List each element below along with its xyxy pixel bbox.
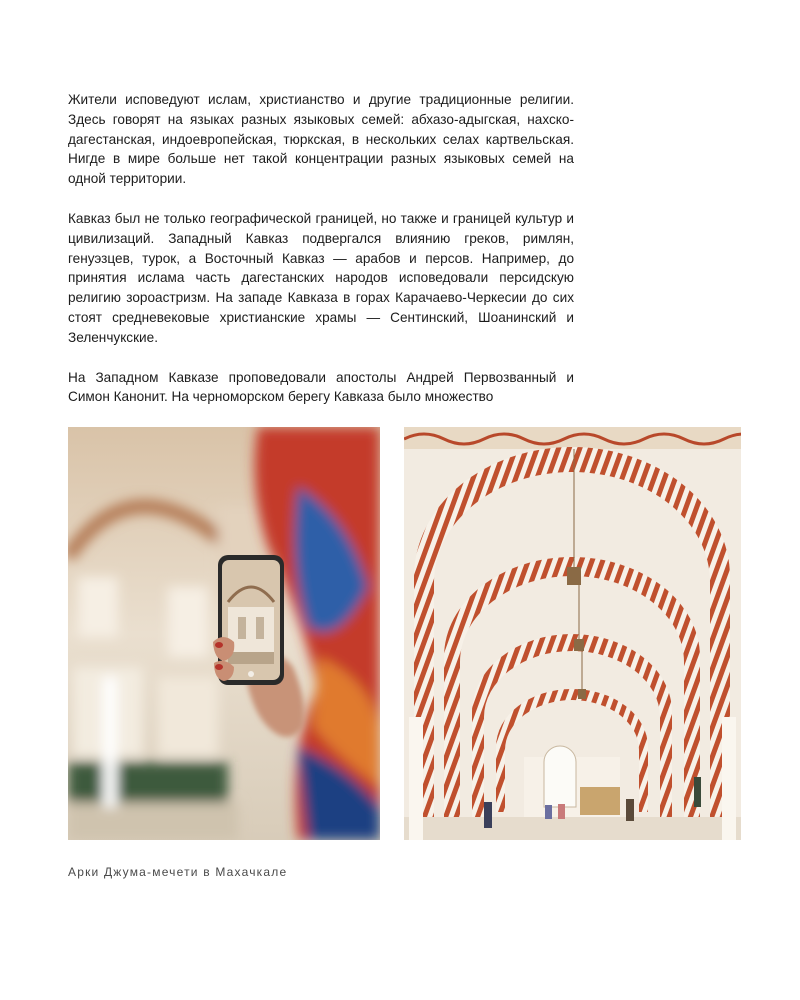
paragraph-religions: Жители исповедуют ислам, христианство и другие традиционные религии. Здесь говорят на языках разных языковых семей: абхазо-адыгская, нахско-дагестанская, индоевропейская, тюркская, в нескольких селах картвельская. Нигде в мире больше нет такой концентрации разных языковых семей на одной территории. <box>68 92 574 187</box>
paragraph-apostles: На Западном Кавказе проповедовали апостолы Андрей Первозванный и Симон Канонит. На черноморском берегу Кавказа было множество <box>68 369 574 405</box>
article-text <box>68 90 574 427</box>
paragraph-civilizations: Кавказ был не только географической границей, но также и границей культур и цивилизаций. Западный Кавказ подвергался влиянию греков, римлян, генуэзцев, турок, а Восточный Кавказ — арабов и персов. Например, до принятия ислама часть дагестанских народов исповедовали персидскую религию зороастризм. На западе Кавказа в горах Карачаево-Черкесии до сих стоят средневековые христианские храмы — Сентинский, Шоанинский и Зеленчукские. <box>68 210 574 345</box>
photo-caption: Арки Джума-мечети в Махачкале <box>68 865 288 879</box>
photo-mosque-arches <box>404 427 741 840</box>
photo-phone-in-mosque <box>68 427 380 840</box>
